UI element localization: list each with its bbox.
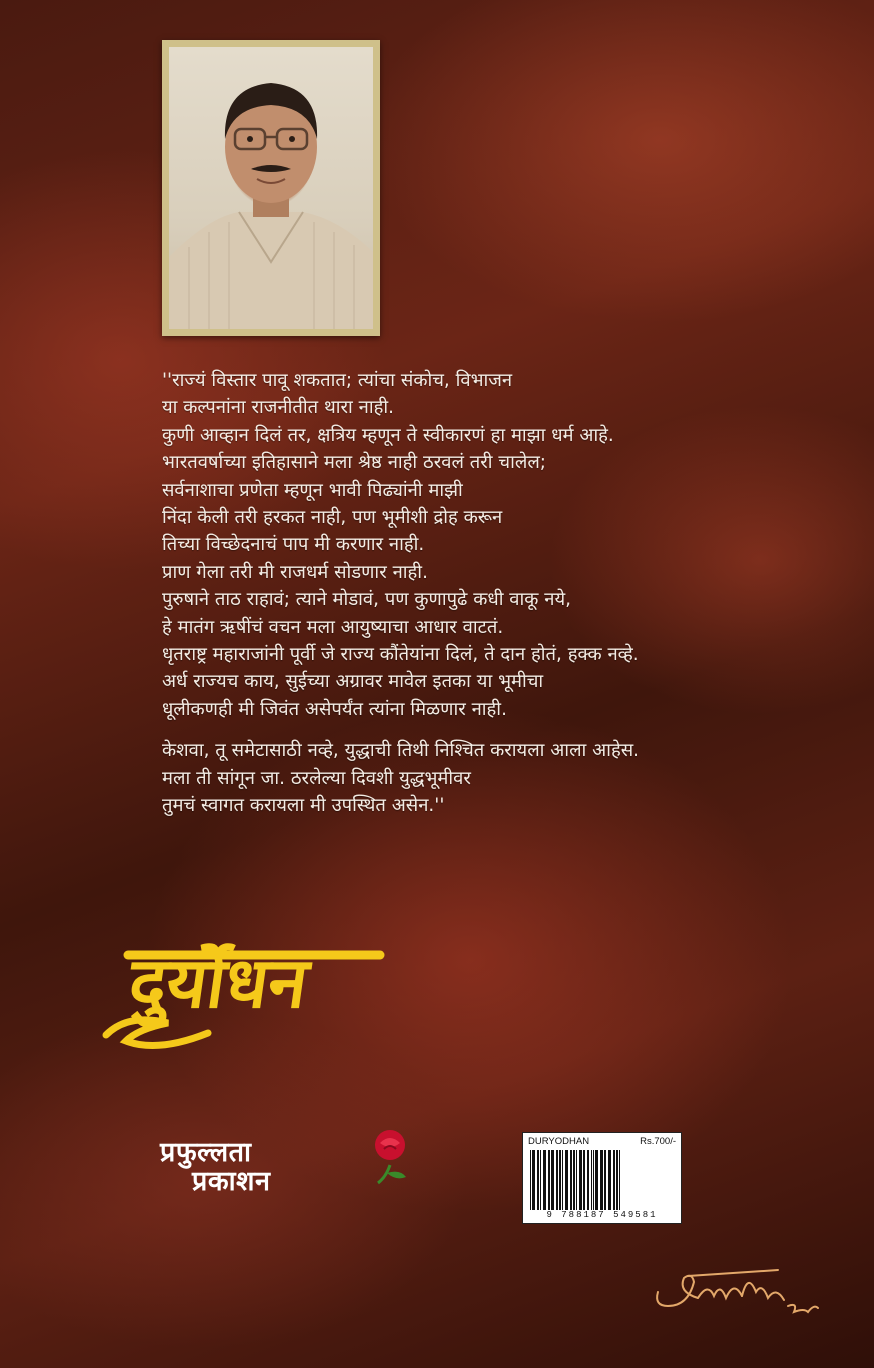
quote-line: निंदा केली तरी हरकत नाही, पण भूमीशी द्रोह करून (162, 507, 503, 529)
barcode-bar (565, 1150, 568, 1210)
barcode-bar (604, 1150, 606, 1210)
barcode-bar (591, 1150, 592, 1210)
quote-line: कुणी आव्हान दिलं तर, क्षत्रिय म्हणून ते स्वीकारणं हा माझा धर्म आहे. (162, 424, 614, 446)
barcode-bar (537, 1150, 539, 1210)
barcode-bar (593, 1150, 594, 1210)
quote-line: धूलीकणही मी जिवंत असेपर्यंत त्यांना मिळणार नाही. (162, 698, 507, 720)
barcode-bar (540, 1150, 541, 1210)
barcode-bars (528, 1150, 676, 1210)
book-title-logo (98, 925, 388, 1055)
barcode-title: DURYODHAN (528, 1136, 590, 1147)
barcode-bar (583, 1150, 585, 1210)
barcode-bar (556, 1150, 558, 1210)
barcode-bar (595, 1150, 598, 1210)
barcode-price: Rs.700/- (640, 1136, 676, 1147)
quote-line: मला ती सांगून जा. ठरलेल्या दिवशी युद्धभूमीवर (162, 767, 471, 789)
quote-line: केशवा, तू समेटासाठी नव्हे, युद्धाची तिथी निश्चित करायला आला आहेस. (162, 740, 640, 762)
barcode-bar (530, 1150, 531, 1210)
barcode-bar (562, 1150, 563, 1210)
book-title-text: दुर्योधन (124, 942, 314, 1024)
barcode-number: 9 788187 549581 (546, 1210, 658, 1220)
rose-icon (360, 1125, 420, 1185)
barcode-bar (600, 1150, 603, 1210)
barcode-bar (613, 1150, 615, 1210)
artist-signature (648, 1262, 828, 1322)
barcode-bar (570, 1150, 572, 1210)
publisher-logo (160, 1125, 430, 1205)
barcode-bar (543, 1150, 546, 1210)
barcode-bar (551, 1150, 554, 1210)
quote-line: हे मातंग ऋषींचं वचन मला आयुष्याचा आधार वाटतं. (162, 616, 504, 638)
quote-line: ''राज्यं विस्तार पावू शकतात; त्यांचा संकोच, विभाजन (162, 370, 513, 391)
barcode-bar (616, 1150, 618, 1210)
author-photo (169, 47, 373, 329)
quote-line: या कल्पनांना राजनीतीत थारा नाही. (162, 397, 394, 419)
barcode-bar (559, 1150, 561, 1210)
quote-block (162, 367, 842, 820)
barcode-bar (579, 1150, 582, 1210)
barcode-bar (608, 1150, 611, 1210)
author-portrait-illustration (169, 47, 373, 329)
publisher-name-line2: प्रकाशन (192, 1166, 271, 1197)
quote-line: तिच्या विच्छेदनाचं पाप मी करणार नाही. (162, 534, 425, 556)
barcode-label (522, 1132, 682, 1224)
quote-line: धृतराष्ट्र महाराजांनी पूर्वी जे राज्य कौंतेयांना दिलं, ते दान होतं, हक्क नव्हे. (162, 644, 639, 666)
barcode-bar (576, 1150, 577, 1210)
barcode-bar (619, 1150, 620, 1210)
quote-line: पुरुषाने ताठ राहावं; त्याने मोडावं, पण कुणापुढे कधी वाकू नये, (162, 589, 571, 611)
quote-line: भारतवर्षाच्या इतिहासाने मला श्रेष्ठ नाही ठरवलं तरी चालेल; (162, 452, 546, 474)
barcode-bar (587, 1150, 589, 1210)
signature-drawing (648, 1262, 828, 1322)
book-title-calligraphy (98, 925, 388, 1055)
author-photo-frame (162, 40, 380, 336)
paragraph-gap (162, 723, 842, 737)
quote-line: सर्वनाशाचा प्रणेता म्हणून भावी पिढ्यांनी माझी (162, 479, 463, 501)
publisher-name-line1: प्रफुल्लता (160, 1137, 252, 1168)
barcode-bar (573, 1150, 575, 1210)
quote-line: प्राण गेला तरी मी राजधर्म सोडणार नाही. (162, 561, 428, 583)
quote-line: अर्ध राज्यच काय, सुईच्या अग्रावर मावेल इतका या भूमीचा (162, 671, 544, 693)
barcode-header (528, 1136, 676, 1147)
quote-line: तुमचं स्वागत करायला मी उपस्थित असेन.'' (162, 795, 445, 817)
barcode-bar (532, 1150, 535, 1210)
barcode-bar (548, 1150, 550, 1210)
